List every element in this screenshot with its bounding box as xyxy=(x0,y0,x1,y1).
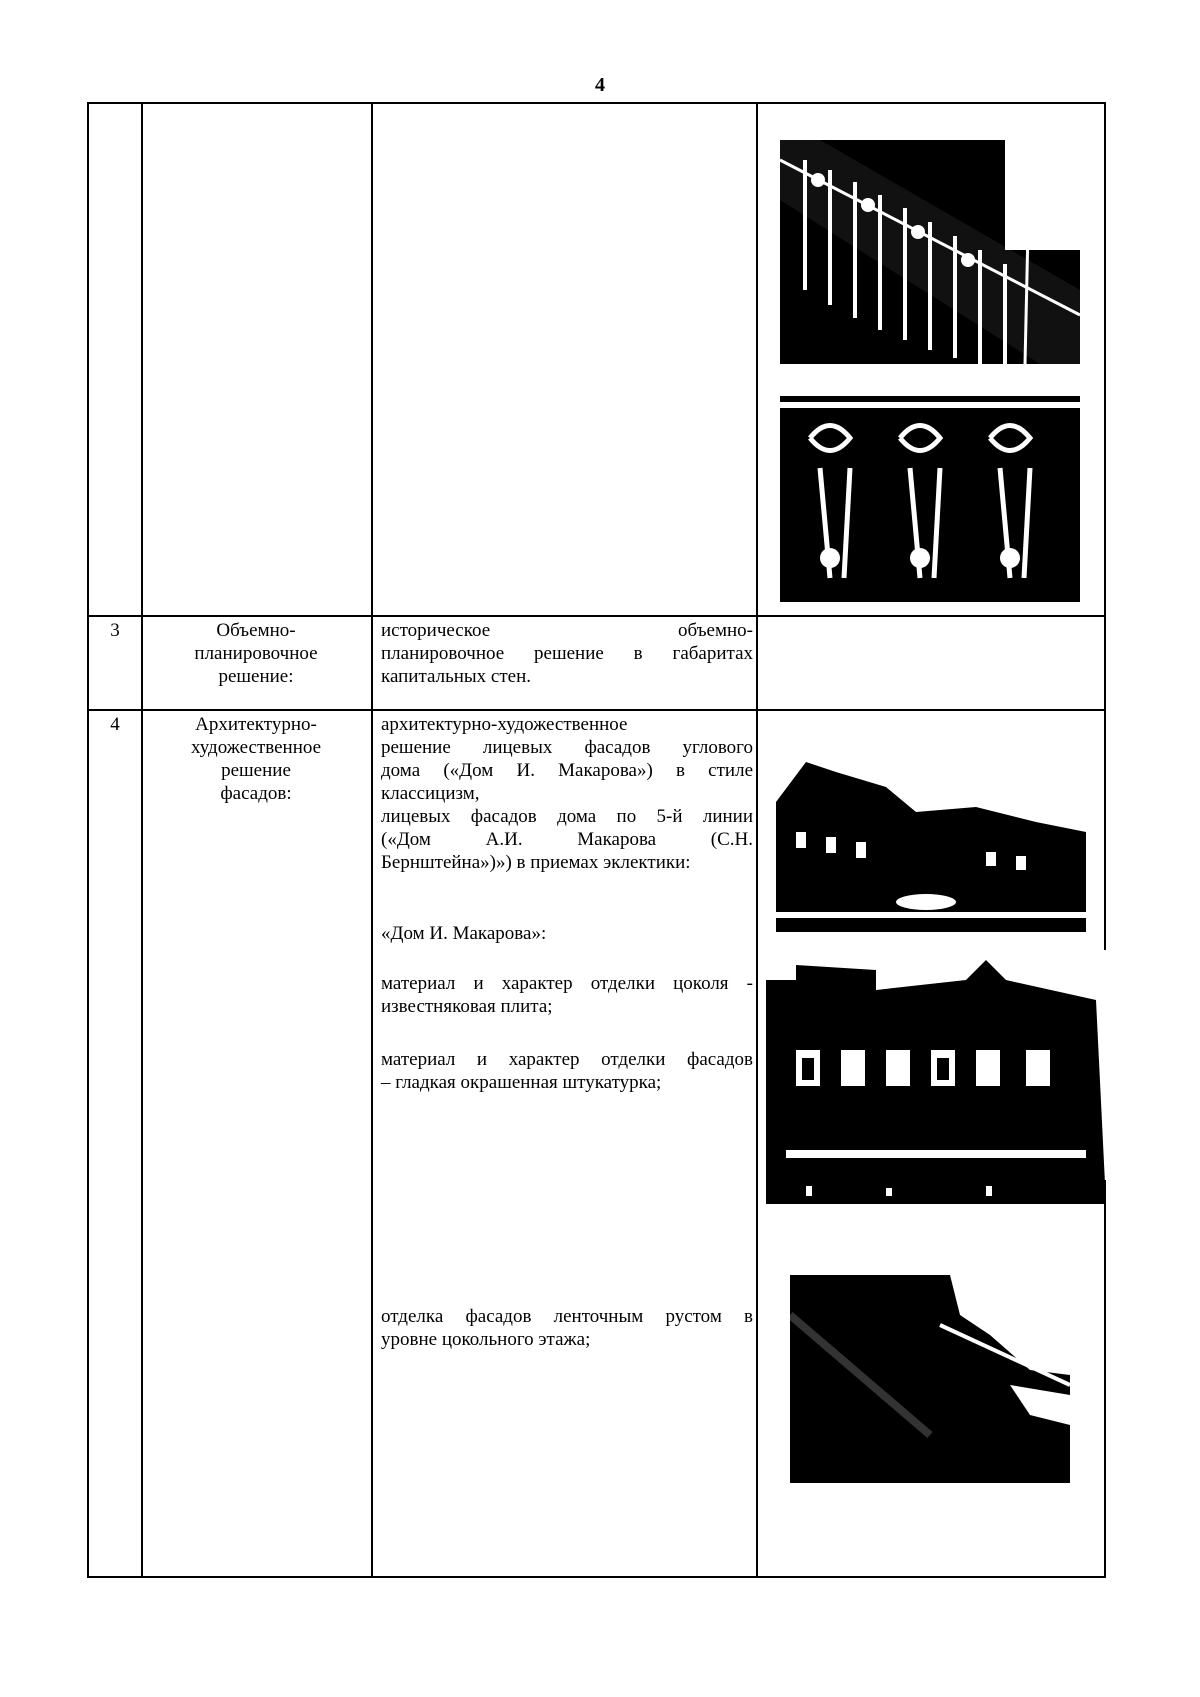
desc-line: («Дом А.И. Макарова (С.Н. xyxy=(381,829,753,850)
desc-line: дома («Дом И. Макарова») в стиле xyxy=(381,760,753,781)
row-label xyxy=(151,713,361,805)
label-line: решение xyxy=(221,760,291,781)
house-subheading: «Дом И. Макарова»: xyxy=(381,923,547,944)
railing-detail-photo xyxy=(780,378,1080,602)
desc-line: классицизм, xyxy=(381,783,480,804)
label-line: Объемно- xyxy=(216,620,296,641)
table-bottom-border xyxy=(87,1576,1106,1578)
desc-line: отделка фасадов ленточным рустом в xyxy=(381,1306,753,1327)
label-line: художественное xyxy=(190,737,322,758)
row-description xyxy=(381,619,753,688)
rustication-detail-photo xyxy=(790,1275,1070,1483)
row-number: 4 xyxy=(110,714,120,735)
rustication-text xyxy=(381,1305,753,1351)
table-left-border xyxy=(87,102,89,1578)
desc-line: планировочное решение в габаритах xyxy=(381,643,753,664)
desc-line: – гладкая окрашенная штукатурка; xyxy=(381,1072,662,1093)
desc-line: материал и характер отделки фасадов xyxy=(381,1049,753,1070)
row-number: 3 xyxy=(110,620,120,641)
desc-line: решение лицевых фасадов углового xyxy=(381,737,753,758)
desc-line: архитектурно-художественное xyxy=(381,714,628,735)
desc-line: известняковая плита; xyxy=(381,996,553,1017)
label-line: планировочное xyxy=(194,643,318,664)
row-divider-2 xyxy=(87,709,1106,711)
desc-line: капитальных стен. xyxy=(381,666,532,687)
plinth-finish-text xyxy=(381,972,753,1018)
row-divider-1 xyxy=(87,615,1106,617)
corner-building-photo xyxy=(776,752,1086,932)
column-divider-3 xyxy=(756,102,758,1578)
table-top-border xyxy=(87,102,1106,104)
desc-line: Бернштейна»)») в приемах эклектики: xyxy=(381,852,691,873)
desc-line: лицевых фасадов дома по 5-й линии xyxy=(381,806,753,827)
desc-line: материал и характер отделки цоколя - xyxy=(381,973,753,994)
table-right-border xyxy=(1104,102,1106,1578)
facade-finish-text xyxy=(381,1048,753,1094)
label-line: Архитектурно- xyxy=(195,714,317,735)
column-divider-2 xyxy=(371,102,373,1578)
page-number: 4 xyxy=(595,74,605,96)
desc-line: уровне цокольного этажа; xyxy=(381,1329,591,1350)
railing-photo xyxy=(780,140,1080,364)
label-line: решение: xyxy=(218,666,294,687)
row-label xyxy=(151,619,361,688)
label-line: фасадов: xyxy=(220,783,292,804)
desc-line: историческое объемно- xyxy=(381,620,753,641)
column-divider-1 xyxy=(141,102,143,1578)
row-description xyxy=(381,713,753,874)
building-facade-photo xyxy=(766,950,1106,1204)
